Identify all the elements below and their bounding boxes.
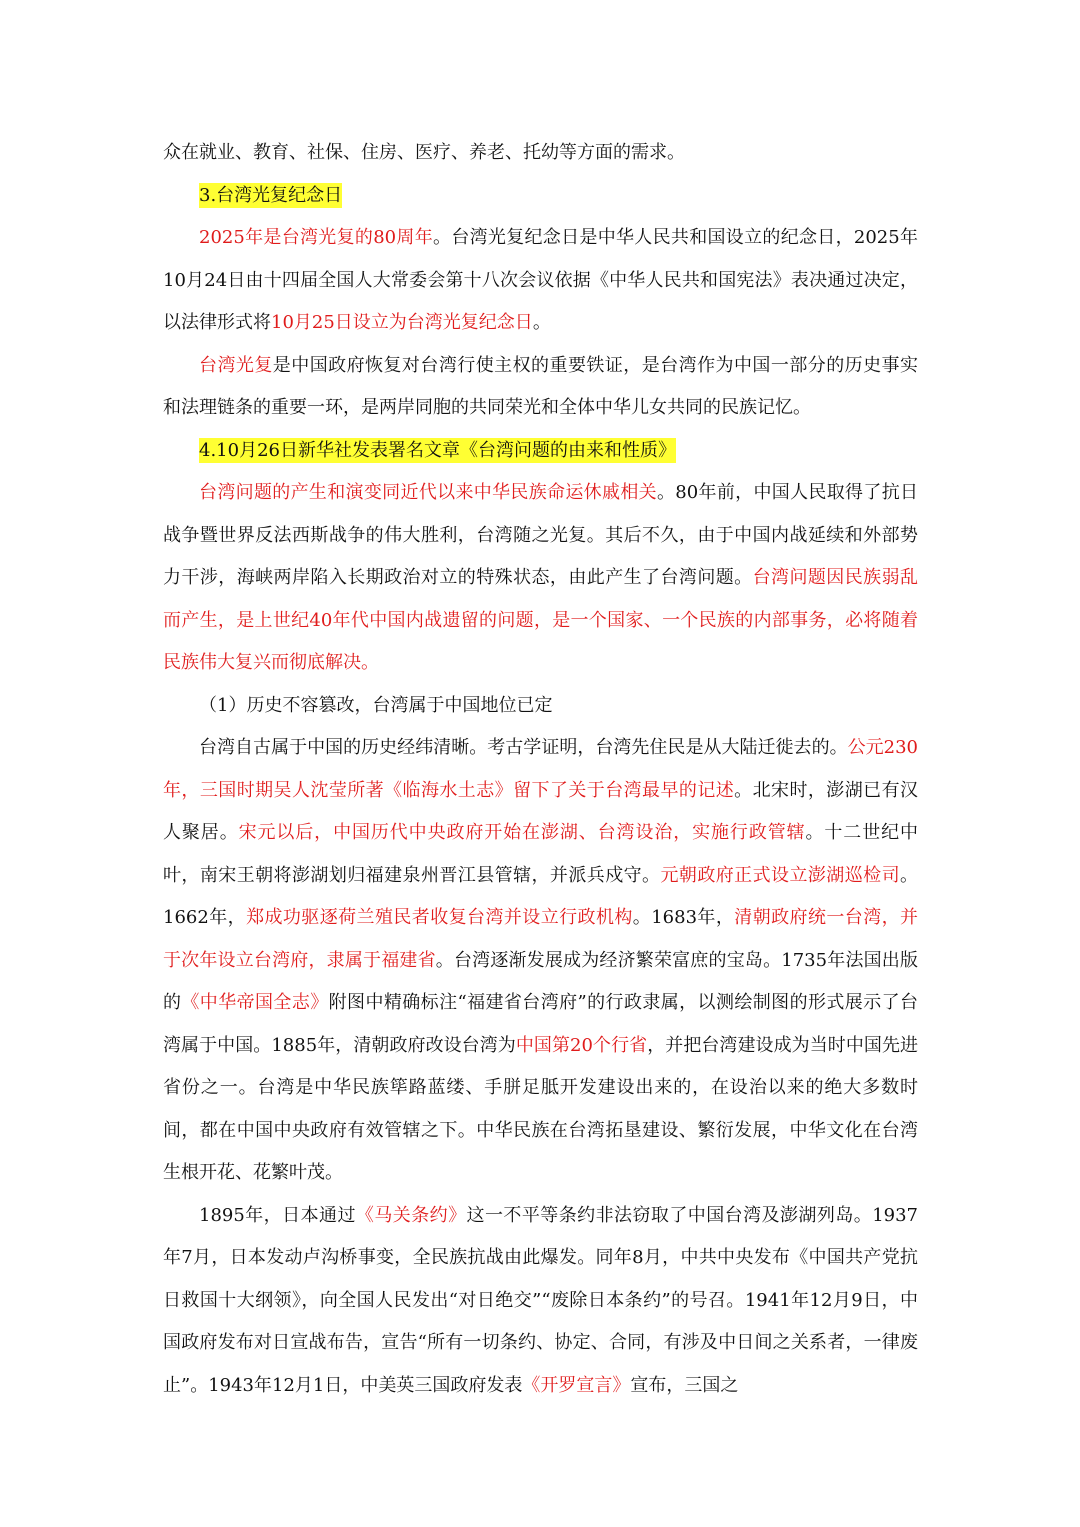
text-segment: 。台湾逐渐发展成为经济繁荣富庶的宝岛。1735年法国出版的 [163,949,918,1013]
text-segment: 1895年，日本通过 [199,1204,356,1226]
highlighted-heading-text: 4.10月26日新华社发表署名文章《台湾问题的由来和性质》 [199,439,676,461]
emphasized-text: 中国第20个行省 [515,1034,648,1056]
body-paragraph [163,345,918,430]
emphasized-text: 《开罗宣言》 [522,1374,631,1396]
text-segment: 。80年前，中国人民取得了抗日战争暨世界反法西斯战争的伟大胜利，台湾随之光复。其后不久，由于中国内战延续和外部势力干涉，海峡两岸陷入长期政治对立的特殊状态，由此产生了台湾问题。 [163,482,919,588]
emphasized-text: 《马关条约》 [355,1204,467,1226]
section-heading [163,175,918,218]
text-segment: ，并把台湾建设成为当时中国先进省份之一。台湾是中华民族筚路蓝缕、手胼足胝开发建设出来的，在设治以来的绝大多数时间，都在中国中央政府有效管辖之下。中华民族在台湾拓垦建设、繁衍发展，中华文化在台湾生根开花、花繁叶茂。 [163,1034,919,1183]
body-paragraph [163,132,918,175]
text-segment: 宣布，三国之 [630,1374,739,1396]
emphasized-text: 元朝政府正式设立澎湖巡检司 [660,864,901,886]
body-paragraph [163,472,918,685]
emphasized-text: 2025年是台湾光复的80周年 [199,227,434,248]
text-segment: 这一不平等条约非法窃取了中国台湾及澎湖列岛。1937年7月，日本发动卢沟桥事变，全民族抗战由此爆发。同年8月，中共中央发布《中国共产党抗日救国十大纲领》，向全国人民发出“对日绝交”“废除日本条约”的号召。1941年12月9日，中国政府发布对日宣战布告，宣告“所有一切条约、协定、合同，有涉及中日间之关系者，一律废止”。1943年12月1日，中美英三国政府发表 [163,1204,919,1396]
body-paragraph [163,727,918,1195]
highlighted-heading-text: 3.台湾光复纪念日 [199,184,343,206]
text-segment: 是中国政府恢复对台湾行使主权的重要铁证，是台湾作为中国一部分的历史事实和法理链条的重要一环，是两岸同胞的共同荣光和全体中华儿女共同的民族记忆。 [163,354,919,418]
body-paragraph [163,217,918,345]
emphasized-text: 清朝政府统一台湾，并于次年设立台湾府，隶属于福建省 [163,907,919,971]
text-segment: 。1662年， [163,864,919,928]
text-segment: 众在就业、教育、社保、住房、医疗、养老、托幼等方面的需求。 [163,142,685,163]
text-segment: 。 [532,312,551,333]
text-segment: 。台湾光复纪念日是中华人民共和国设立的纪念日，2025年10月24日由十四届全国人大常委会第十八次会议依据《中华人民共和国宪法》表决通过决定，以法律形式将 [163,227,919,333]
emphasized-text: 公元230年，三国时期吴人沈莹所著《临海水土志》留下了关于台湾最早的记述 [163,737,918,801]
text-segment: （1）历史不容篡改，台湾属于中国地位已定 [199,694,553,716]
emphasized-text: 10月25日设立为台湾光复纪念日 [271,312,533,333]
emphasized-text: 宋元以后，中国历代中央政府开始在澎湖、台湾设治，实施行政管辖 [238,822,806,843]
text-segment: 台湾自古属于中国的历史经纬清晰。考古学证明，台湾先住民是从大陆迁徙去的。 [199,737,848,758]
document-body [163,132,918,1407]
emphasized-text: 台湾光复 [199,354,273,376]
section-heading [163,430,918,473]
text-segment: 。十二世纪中叶，南宋王朝将澎湖划归福建泉州晋江县管辖，并派兵戍守。 [163,822,919,886]
text-segment: 。北宋时，澎湖已有汉人聚居。 [163,779,918,843]
emphasized-text: 台湾问题的产生和演变同近代以来中华民族命运休戚相关 [199,482,657,503]
emphasized-text: 台湾问题因民族弱乱而产生，是上世纪40年代中国内战遗留的问题，是一个国家、一个民族的内部事务，必将随着民族伟大复兴而彻底解决。 [163,567,919,673]
emphasized-text: 《中华帝国全志》 [181,992,329,1013]
section-heading [163,685,918,728]
text-segment: 。1683年， [632,907,735,928]
emphasized-text: 郑成功驱逐荷兰殖民者收复台湾并设立行政机构 [246,907,633,928]
text-segment: 附图中精确标注“福建省台湾府”的行政隶属，以测绘制图的形式展示了台湾属于中国。1885年，清朝政府改设台湾为 [163,992,919,1056]
body-paragraph [163,1195,918,1408]
